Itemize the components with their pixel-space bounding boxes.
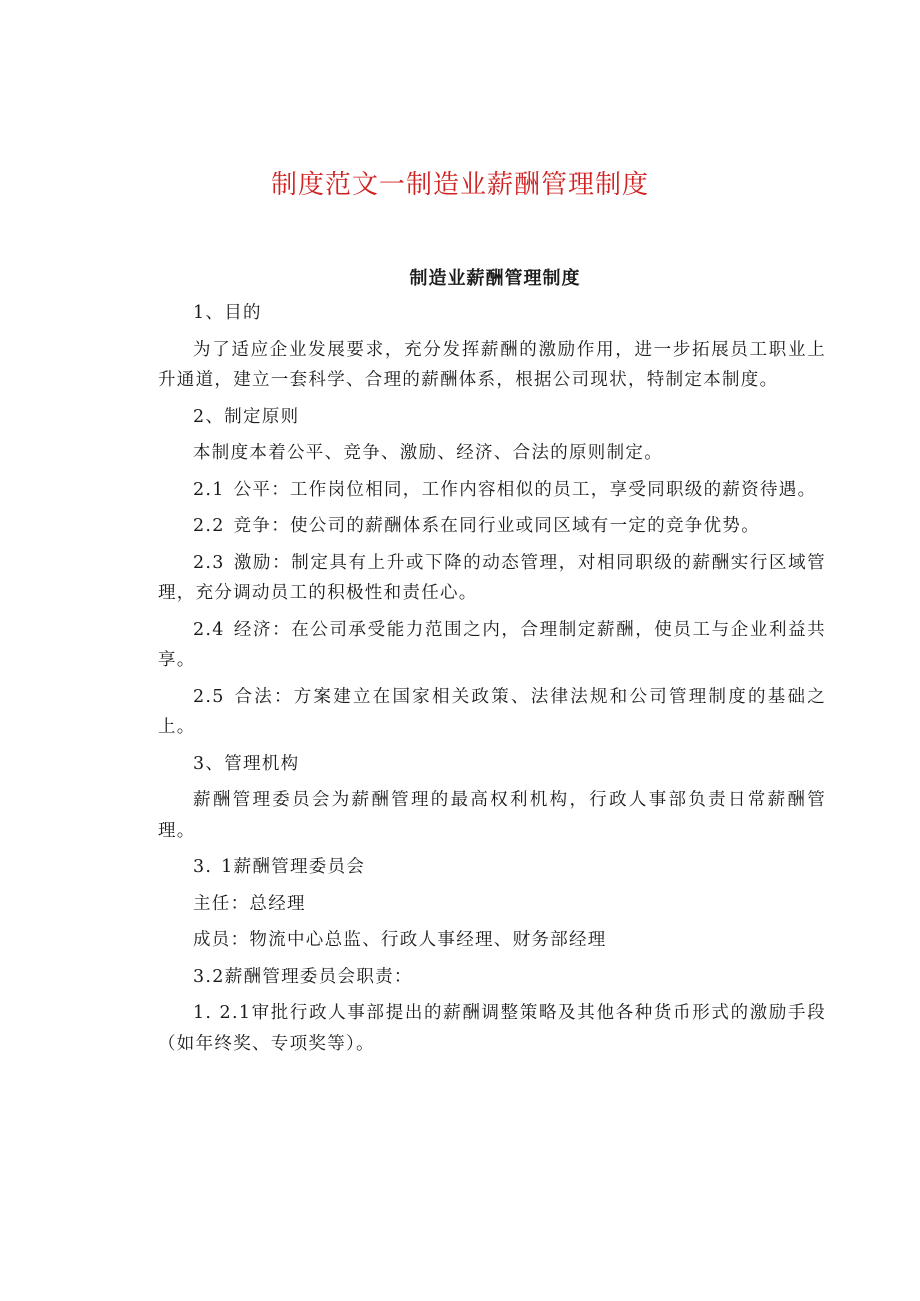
clause-2-5: 2.5 合法：方案建立在国家相关政策、法律法规和公司管理制度的基础之上。 (158, 686, 826, 737)
section-heading-organization: 3、管理机构 (193, 753, 300, 774)
document-title: 制度范文一制造业薪酬管理制度 (270, 170, 649, 200)
clause-3-1: 3. 1薪酬管理委员会 (193, 857, 366, 877)
committee-members: 成员：物流中心总监、行政人事经理、财务部经理 (193, 930, 607, 950)
paragraph-organization: 薪酬管理委员会为薪酬管理的最高权利机构，行政人事部负责日常薪酬管理。 (158, 790, 826, 841)
paragraph-principles: 本制度本着公平、竞争、激励、经济、合法的原则制定。 (193, 443, 663, 463)
document-body (158, 298, 826, 1065)
document-subtitle: 制造业薪酬管理制度 (409, 268, 581, 289)
clause-2-3: 2.3 激励：制定具有上升或下降的动态管理，对相同职级的薪酬实行区域管理，充分调动员工的积极性和责任心。 (158, 552, 826, 603)
committee-director: 主任：总经理 (193, 893, 306, 914)
section-heading-principles: 2、制定原则 (193, 406, 300, 427)
section-heading-purpose: 1、目的 (193, 303, 262, 323)
clause-2-2: 2.2 竞争：使公司的薪酬体系在同行业或同区域有一定的竞争优势。 (193, 516, 760, 536)
clause-2-4: 2.4 经济：在公司承受能力范围之内，合理制定薪酬，使员工与企业利益共享。 (158, 619, 826, 670)
clause-3-2-1: 1. 2.1审批行政人事部提出的薪酬调整策略及其他各种货币形式的激励手段（如年终奖、专项奖等）。 (158, 1003, 826, 1054)
clause-3-2: 3.2薪酬管理委员会职责： (193, 966, 413, 987)
clause-2-1: 2.1 公平：工作岗位相同，工作内容相似的员工，享受同职级的薪资待遇。 (193, 479, 817, 500)
paragraph-purpose: 为了适应企业发展要求，充分发挥薪酬的激励作用，进一步拓展员工职业上升通道，建立一套科学、合理的薪酬体系，根据公司现状，特制定本制度。 (158, 339, 826, 390)
